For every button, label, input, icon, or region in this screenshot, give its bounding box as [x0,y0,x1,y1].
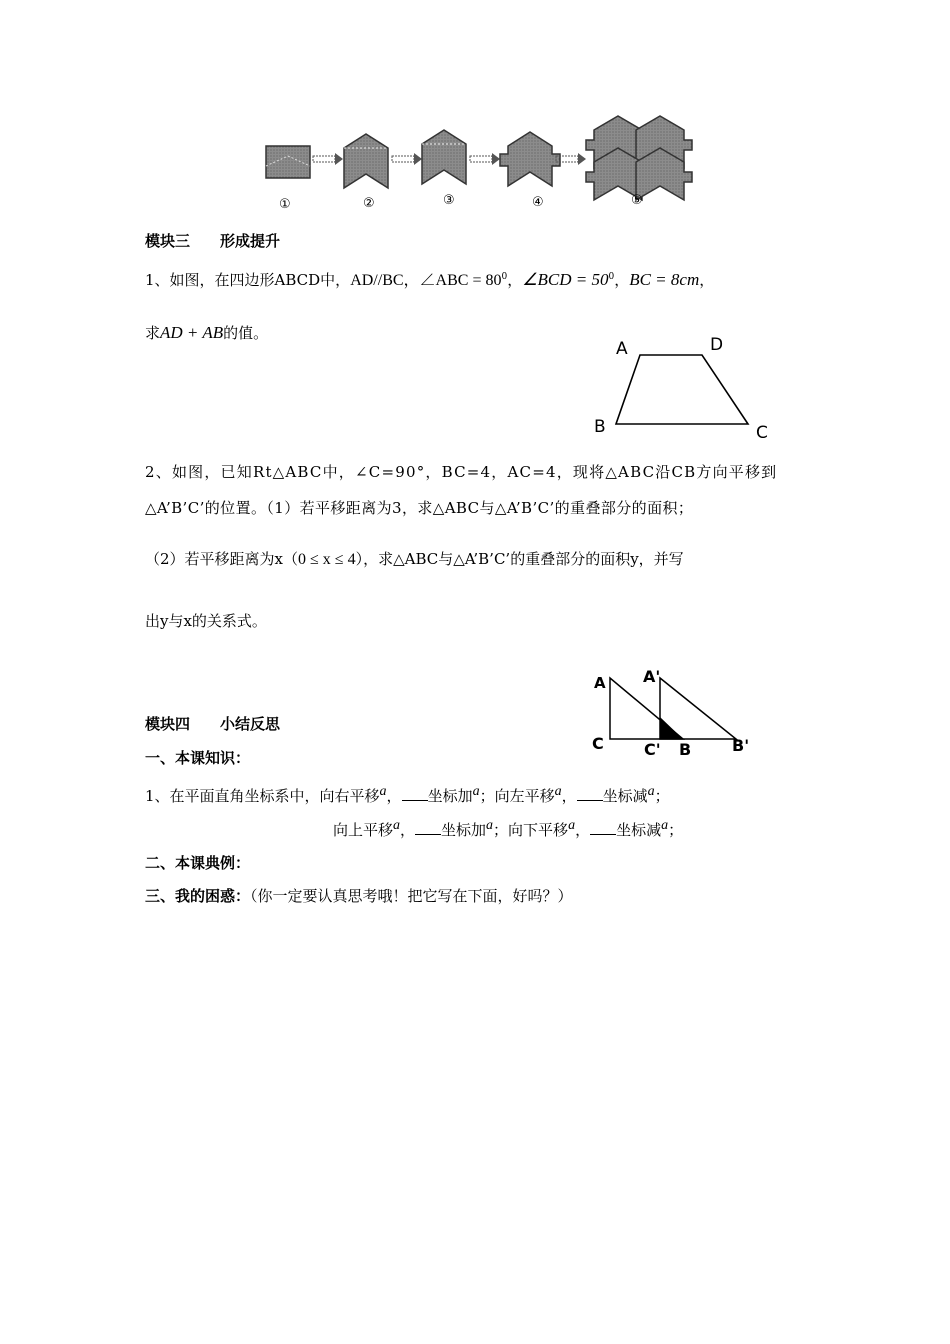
q1-statement [145,267,714,291]
shape-4 [500,132,560,186]
trapezoid-abcd [616,355,748,424]
trapezoid-label-b: B [594,417,606,437]
q1-sep2: ， [614,271,630,289]
q1-prefix: 1、如图，在四边形ABCD中， [145,271,351,289]
q1-sep1: ， [507,271,523,289]
translation-sequence-figure [258,110,698,215]
k1-p5: ， [561,787,577,805]
q1-ask-suffix: 的值。 [223,324,269,342]
shape-5-tessellation [586,116,692,200]
q2-line2: △A’B’C’的位置。（1）若平移距离为3，求△ABC与△A’B’C’的重叠部分的面积； [145,499,694,517]
q2-line1: 2、如图，已知Rt△ABC中，∠C=90°，BC=4，AC=4，现将△ABC沿CB方向平移到 [145,463,778,481]
tri-label-b: B [679,740,692,759]
q1-cond3: ∠BCD = 50 [522,270,609,289]
k1-p7: ； [654,787,670,805]
q2-line3-math: 0 ≤ x ≤ 4 [298,551,356,568]
tri-label-c-prime: C' [644,740,661,759]
k2-p6: 坐标减 [616,821,662,839]
knowledge-line1 [145,782,670,806]
shape-label-3: ③ [443,193,455,208]
q1-ask [145,323,268,343]
q2-line3-pre: （2）若平移距离为x（ [145,550,299,568]
tri-label-b-prime: B' [732,736,750,755]
knowledge-line2 [333,816,683,840]
shape-label-2: ② [363,196,375,211]
k2-p5: ， [575,821,591,839]
shape-1 [266,146,310,178]
k2-p1: 向上平移 [333,821,394,839]
k1-blank2[interactable] [577,786,603,801]
q1-tail: ， [699,271,715,289]
k2-blank2[interactable] [590,820,616,835]
shape-label-1: ① [279,197,291,212]
q1-cond4: BC = 8cm [629,270,700,289]
k2-var1: a [393,818,401,833]
q2-line3 [145,549,684,570]
q1-deg2: 0 [608,272,615,282]
confusion-note: （你一定要认真思考哦！把它写在下面，好吗？） [250,887,573,905]
arrow-2 [392,153,422,165]
confusion-heading: 三、我的困惑： [145,887,251,905]
k2-var4: a [661,818,669,833]
k1-p3: 坐标加 [427,787,473,805]
q1-ask-prefix: 求 [145,324,161,342]
tri-label-a-prime: A' [643,667,661,686]
module3-heading: 模块三 形成提升 [145,232,281,250]
q1-ask-expr: AD + AB [160,323,224,342]
k1-p1: 1、在平面直角坐标系中，向右平移 [145,787,380,805]
trapezoid-figure [590,330,780,445]
knowledge-heading: 一、本课知识： [145,749,251,767]
trapezoid-label-d: D [710,335,724,355]
q2-line3-post: ），求△ABC与△A’B’C’的重叠部分的面积y，并写 [355,550,684,568]
examples-heading: 二、本课典例： [145,854,251,872]
arrow-3 [470,153,500,165]
k2-p4: ；向下平移 [493,821,569,839]
k1-var3: a [554,784,562,799]
k2-var3: a [568,818,576,833]
shape-2 [344,134,388,188]
k1-blank1[interactable] [402,786,428,801]
tri-label-a: A [594,674,606,692]
shape-label-5: ⑤ [631,193,643,208]
q1-cond2: ∠ABC = 80 [419,272,502,289]
k2-p3: 坐标加 [441,821,487,839]
trapezoid-label-c: C [756,423,768,443]
k2-var2: a [486,818,494,833]
translated-triangles-figure [588,660,768,760]
q1-deg1: 0 [501,272,508,282]
k1-var1: a [379,784,387,799]
k1-p2: ， [386,787,402,805]
q1-cond1: AD//BC， [350,272,420,289]
k1-var4: a [647,784,655,799]
k1-p4: ；向左平移 [479,787,555,805]
module4-heading: 模块四 小结反思 [145,715,281,733]
trapezoid-label-a: A [616,339,628,359]
q2-line4: 出y与x的关系式。 [145,612,267,630]
shape-3 [422,130,466,184]
arrow-1 [313,153,343,165]
tri-label-c: C [592,734,604,753]
shape-label-4: ④ [532,195,544,210]
k1-var2: a [472,784,480,799]
confusion-line [145,886,573,906]
k2-p2: ， [400,821,416,839]
k2-blank1[interactable] [415,820,441,835]
k2-p7: ； [668,821,684,839]
k1-p6: 坐标减 [602,787,648,805]
